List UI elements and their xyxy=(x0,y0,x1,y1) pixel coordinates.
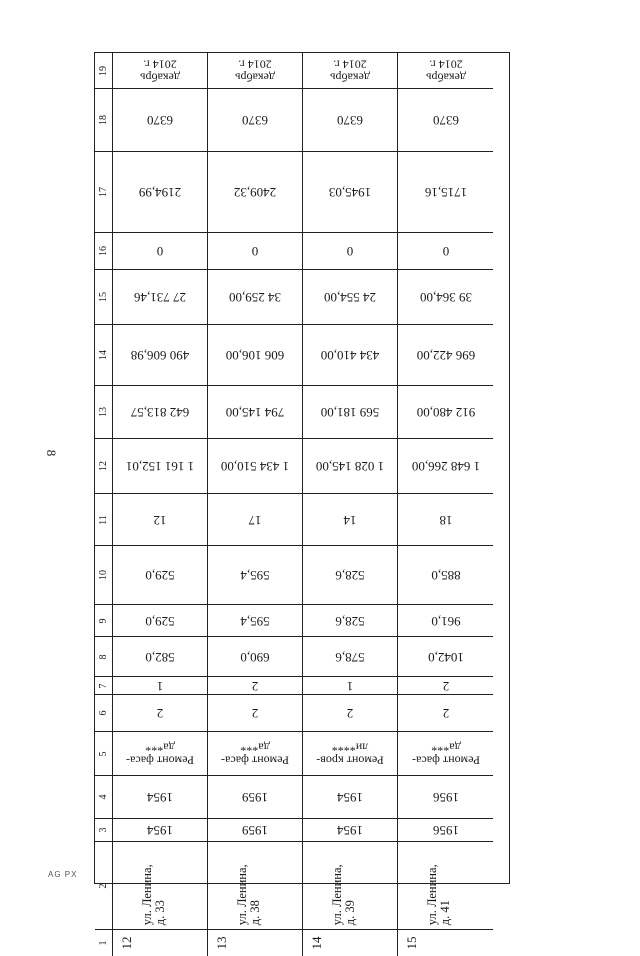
cell-row-number xyxy=(208,930,303,956)
cost-d-value: 490 606,98 xyxy=(130,347,190,363)
cell-total-area xyxy=(113,637,208,677)
cost-e-value: 27 731,46 xyxy=(134,289,186,305)
cell-cost-total xyxy=(398,439,493,494)
cell-residents xyxy=(303,494,398,546)
cost-f-value: 0 xyxy=(156,243,164,259)
column-number: 15 xyxy=(97,292,109,302)
cell-address xyxy=(398,842,493,930)
column-number: 19 xyxy=(97,65,109,76)
column-number-cell xyxy=(95,732,113,776)
work-type-value: Ремонт фаса- да*** xyxy=(126,740,194,768)
column-number-cell xyxy=(95,842,113,930)
year-commission-value: 1956 xyxy=(432,789,459,805)
cost-c-value: 642 813,57 xyxy=(130,404,190,420)
column-number: 10 xyxy=(97,570,109,580)
cell-total-area xyxy=(303,637,398,677)
unit-cost-value: 2409,32 xyxy=(233,184,277,200)
cell-cost-e xyxy=(113,270,208,325)
cell-deadline xyxy=(303,53,398,89)
cell-cost-f xyxy=(208,233,303,270)
column-number: 14 xyxy=(97,350,109,360)
deadline-value: декабрь 2014 г. xyxy=(330,57,370,85)
column-number-cell xyxy=(95,930,113,956)
work-type-value: Ремонт фаса- да*** xyxy=(221,740,289,768)
cell-entrances xyxy=(398,677,493,695)
cell-cost-total xyxy=(113,439,208,494)
column-number: 16 xyxy=(97,246,109,256)
cell-limit-cost xyxy=(398,89,493,152)
total-area-value: 582,0 xyxy=(145,649,175,665)
column-number: 7 xyxy=(97,683,109,688)
cell-address xyxy=(208,842,303,930)
cost-f-value: 0 xyxy=(251,243,259,259)
year-commission-value: 1959 xyxy=(242,789,268,805)
cell-limit-cost xyxy=(303,89,398,152)
cell-row-number xyxy=(113,930,208,956)
cell-year-commission xyxy=(113,776,208,819)
column-number: 4 xyxy=(97,794,109,800)
column-number-cell xyxy=(95,270,113,325)
cell-year-commission xyxy=(208,776,303,819)
cost-c-value: 569 181,00 xyxy=(320,404,380,420)
column-number-cell xyxy=(95,677,113,695)
cell-floors xyxy=(303,695,398,732)
area-b-value: 595,4 xyxy=(240,567,270,583)
column-number: 11 xyxy=(97,514,109,525)
cell-work-type xyxy=(113,732,208,776)
column-number-cell xyxy=(95,546,113,605)
cell-cost-c xyxy=(303,386,398,439)
cost-e-value: 34 259,00 xyxy=(229,289,281,305)
cell-cost-e xyxy=(303,270,398,325)
cell-row-number xyxy=(303,930,398,956)
cell-cost-d xyxy=(398,325,493,386)
cell-unit-cost xyxy=(113,152,208,233)
cell-residents xyxy=(398,494,493,546)
work-type-value: Ремонт кров- ли**** xyxy=(316,740,384,768)
column-number-cell xyxy=(95,637,113,677)
column-number: 1 xyxy=(97,940,109,946)
cell-area-a xyxy=(303,605,398,637)
row-number-value: 15 xyxy=(404,936,420,950)
residents-value: 18 xyxy=(439,512,452,528)
address-value: ул. Ленина, д. 41 xyxy=(425,864,453,925)
cell-cost-f xyxy=(113,233,208,270)
cost-e-value: 39 364,00 xyxy=(419,289,472,305)
cell-cost-f xyxy=(398,233,493,270)
column-number: 8 xyxy=(97,654,109,659)
cell-unit-cost xyxy=(398,152,493,233)
cost-e-value: 24 554,00 xyxy=(324,289,376,305)
footer-mark: AG PX xyxy=(48,870,78,879)
cell-year-built xyxy=(113,819,208,842)
cell-area-a xyxy=(208,605,303,637)
cell-year-built xyxy=(208,819,303,842)
column-number-cell xyxy=(95,494,113,546)
column-number-cell xyxy=(95,53,113,89)
cost-total-value: 1 161 152,01 xyxy=(125,458,195,474)
cell-year-built xyxy=(303,819,398,842)
cell-cost-c xyxy=(113,386,208,439)
unit-cost-value: 1945,03 xyxy=(328,184,372,200)
deadline-value: декабрь 2014 г. xyxy=(235,57,275,85)
cell-limit-cost xyxy=(208,89,303,152)
cost-total-value: 1 028 145,00 xyxy=(315,458,385,474)
cell-cost-d xyxy=(113,325,208,386)
column-number-cell xyxy=(95,776,113,819)
year-commission-value: 1954 xyxy=(147,789,173,805)
cell-cost-e xyxy=(208,270,303,325)
column-number: 5 xyxy=(97,751,109,756)
total-area-value: 1042,0 xyxy=(427,649,464,665)
column-number: 13 xyxy=(97,407,109,417)
cell-year-commission xyxy=(398,776,493,819)
cost-total-value: 1 434 510,00 xyxy=(220,458,290,474)
cell-cost-total xyxy=(303,439,398,494)
cost-c-value: 912 480,00 xyxy=(416,404,475,420)
cell-unit-cost xyxy=(208,152,303,233)
area-a-value: 528,6 xyxy=(335,613,365,629)
cell-entrances xyxy=(303,677,398,695)
column-number: 17 xyxy=(97,187,109,197)
column-number-cell xyxy=(95,233,113,270)
unit-cost-value: 1715,16 xyxy=(424,184,467,200)
cell-address xyxy=(303,842,398,930)
cell-total-area xyxy=(398,637,493,677)
cell-work-type xyxy=(208,732,303,776)
cell-floors xyxy=(113,695,208,732)
residents-value: 14 xyxy=(343,512,357,528)
year-built-value: 1954 xyxy=(337,822,363,838)
total-area-value: 690,0 xyxy=(240,649,270,665)
column-number: 12 xyxy=(97,461,109,471)
total-area-value: 578,6 xyxy=(335,649,365,665)
column-number-cell xyxy=(95,439,113,494)
limit-cost-value: 6370 xyxy=(432,112,459,128)
cell-cost-c xyxy=(398,386,493,439)
area-b-value: 885,0 xyxy=(430,567,461,583)
column-number: 9 xyxy=(97,618,109,623)
area-a-value: 529,0 xyxy=(145,613,175,629)
cell-cost-d xyxy=(303,325,398,386)
cell-floors xyxy=(208,695,303,732)
area-b-value: 529,0 xyxy=(145,567,175,583)
cost-d-value: 606 106,00 xyxy=(225,347,285,363)
residents-value: 12 xyxy=(153,512,167,528)
cell-address xyxy=(113,842,208,930)
address-value: ул. Ленина, д. 39 xyxy=(330,864,358,925)
cell-floors xyxy=(398,695,493,732)
year-built-value: 1954 xyxy=(147,822,173,838)
entrances-value: 1 xyxy=(346,678,354,694)
cell-cost-e xyxy=(398,270,493,325)
unit-cost-value: 2194,99 xyxy=(138,184,182,200)
cell-area-b xyxy=(303,546,398,605)
column-number: 2 xyxy=(97,883,109,888)
cell-deadline xyxy=(113,53,208,89)
year-commission-value: 1954 xyxy=(337,789,363,805)
limit-cost-value: 6370 xyxy=(242,112,268,128)
cost-f-value: 0 xyxy=(346,243,354,259)
cell-year-commission xyxy=(303,776,398,819)
column-number-cell xyxy=(95,325,113,386)
cell-deadline xyxy=(398,53,493,89)
address-value: ул. Ленина, д. 33 xyxy=(140,864,168,925)
row-number-value: 14 xyxy=(309,936,325,950)
cell-cost-c xyxy=(208,386,303,439)
column-number-cell xyxy=(95,89,113,152)
cell-year-built xyxy=(398,819,493,842)
area-b-value: 528,6 xyxy=(335,567,365,583)
cell-deadline xyxy=(208,53,303,89)
cell-area-b xyxy=(113,546,208,605)
cell-entrances xyxy=(208,677,303,695)
cell-area-b xyxy=(208,546,303,605)
cell-unit-cost xyxy=(303,152,398,233)
cell-entrances xyxy=(113,677,208,695)
entrances-value: 2 xyxy=(442,678,449,694)
deadline-value: декабрь 2014 г. xyxy=(140,57,180,85)
cell-cost-total xyxy=(208,439,303,494)
cell-total-area xyxy=(208,637,303,677)
cost-total-value: 1 648 266,00 xyxy=(411,458,480,474)
column-number-cell xyxy=(95,605,113,637)
cost-d-value: 696 422,00 xyxy=(416,347,475,363)
cell-work-type xyxy=(303,732,398,776)
cell-area-b xyxy=(398,546,493,605)
column-number-cell xyxy=(95,386,113,439)
row-number-value: 12 xyxy=(119,936,135,950)
column-number-cell xyxy=(95,695,113,732)
cost-d-value: 434 410,00 xyxy=(320,347,380,363)
floors-value: 2 xyxy=(156,705,164,721)
cell-residents xyxy=(113,494,208,546)
page-number: 8 xyxy=(44,449,59,457)
entrances-value: 1 xyxy=(156,678,164,694)
row-number-value: 13 xyxy=(214,936,230,950)
cell-work-type xyxy=(398,732,493,776)
entrances-value: 2 xyxy=(251,678,259,694)
year-built-value: 1959 xyxy=(242,822,268,838)
area-a-value: 961,0 xyxy=(430,613,461,629)
data-table xyxy=(94,52,510,950)
column-number-cell xyxy=(95,819,113,842)
column-number: 3 xyxy=(97,827,109,833)
cost-f-value: 0 xyxy=(442,243,449,259)
floors-value: 2 xyxy=(251,705,259,721)
cell-cost-f xyxy=(303,233,398,270)
deadline-value: декабрь 2014 г. xyxy=(425,57,466,85)
work-type-value: Ремонт фаса- да*** xyxy=(411,740,480,768)
column-number: 6 xyxy=(97,710,109,716)
column-number: 18 xyxy=(97,115,109,125)
residents-value: 17 xyxy=(248,512,262,528)
cost-c-value: 794 145,00 xyxy=(225,404,285,420)
floors-value: 2 xyxy=(442,705,449,721)
limit-cost-value: 6370 xyxy=(337,112,363,128)
cell-area-a xyxy=(113,605,208,637)
cell-area-a xyxy=(398,605,493,637)
cell-limit-cost xyxy=(113,89,208,152)
year-built-value: 1956 xyxy=(432,822,459,838)
cell-residents xyxy=(208,494,303,546)
column-number-cell xyxy=(95,152,113,233)
area-a-value: 595,4 xyxy=(240,613,270,629)
floors-value: 2 xyxy=(346,705,354,721)
cell-cost-d xyxy=(208,325,303,386)
address-value: ул. Ленина, д. 38 xyxy=(235,864,263,925)
limit-cost-value: 6370 xyxy=(147,112,173,128)
cell-row-number xyxy=(398,930,493,956)
